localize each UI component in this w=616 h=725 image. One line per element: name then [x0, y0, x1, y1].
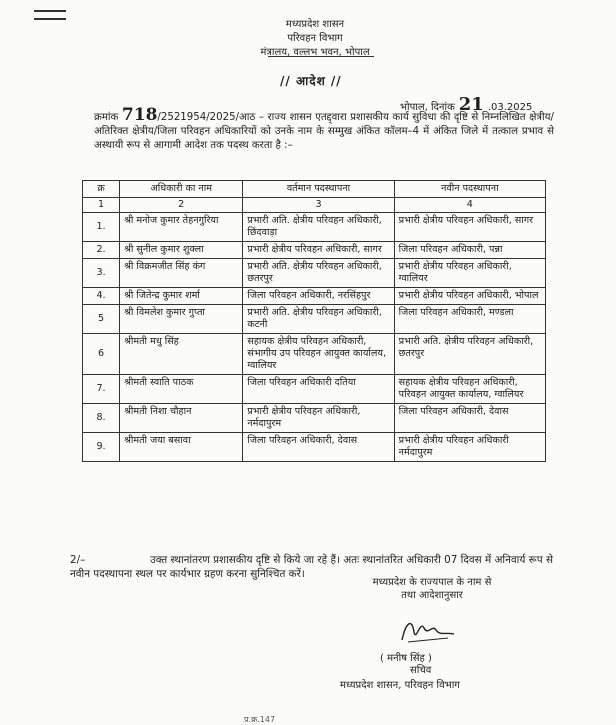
col-number: 3 [243, 198, 394, 213]
col-header-new: नवीन पदस्थापना [394, 181, 545, 198]
table-row [83, 242, 546, 259]
footer-index: 2/– [70, 554, 86, 566]
row-new: जिला परिवहन अधिकारी, मण्डला [394, 305, 545, 334]
row-new: जिला परिवहन अधिकारी, पन्ना [394, 242, 545, 259]
signer-designation: सचिव [410, 665, 432, 676]
row-current: जिला परिवहन अधिकारी, नरसिंहपुर [243, 288, 394, 305]
row-sn: 9. [83, 433, 120, 462]
order-ref: /2521954/2025/आठ [157, 112, 256, 123]
order-body: – राज्य शासन एतद्द्वारा प्रशासकीय कार्य सुविधा की दृष्टि से निम्नलिखित क्षेत्रीय/अतिरिक्त क्षेत्रीय/जिला परिवहन अधिकारियों को उनके नाम के सम्मुख अंकित कॉलम–4 में अंकित जिले में तत्काल प्रभाव से अस्थायी रूप से आगामी आदेश तक पदस्थ करता है :– [94, 112, 554, 151]
date-day: 21 [458, 94, 484, 115]
row-sn: 3. [83, 259, 120, 288]
transfer-table [82, 180, 546, 462]
table-row [83, 334, 546, 375]
row-name: श्रीमती निशा चौहान [120, 404, 243, 433]
authority-line2: तथा आदेशानुसार [401, 590, 463, 601]
place-date-prefix: भोपाल, दिनांक [400, 102, 455, 113]
order-handwritten-no: 718 [121, 105, 158, 125]
row-new: जिला परिवहन अधिकारी, देवास [394, 404, 545, 433]
order-title: // आदेश // [280, 74, 342, 88]
row-current: जिला परिवहन अधिकारी, देवास [243, 433, 394, 462]
row-sn: 4. [83, 288, 120, 305]
row-new: प्रभारी क्षेत्रीय परिवहन अधिकारी, भोपाल [394, 288, 545, 305]
authority-line1: मध्यप्रदेश के राज्यपाल के नाम से [372, 577, 492, 588]
row-name: श्रीमती मधु सिंह [120, 334, 243, 375]
table-row [83, 404, 546, 433]
row-name: श्रीमती जया बसावा [120, 433, 243, 462]
row-current: सहायक क्षेत्रीय परिवहन अधिकारी, संभागीय उप परिवहन आयुक्त कार्यालय, ग्वालियर [243, 334, 394, 375]
row-name: श्री सुनील कुमार शुक्ला [120, 242, 243, 259]
table-row [83, 305, 546, 334]
header-government: मध्यप्रदेश शासन [285, 19, 345, 30]
table-row [83, 288, 546, 305]
col-header-name: अधिकारी का नाम [120, 181, 243, 198]
row-new: प्रभारी क्षेत्रीय परिवहन अधिकारी नर्मदापुरम [394, 433, 545, 462]
row-current: प्रभारी अति. क्षेत्रीय परिवहन अधिकारी, छिंदवाड़ा [243, 213, 394, 242]
top-mark [34, 10, 66, 20]
row-sn: 1. [83, 213, 120, 242]
col-number: 1 [83, 198, 120, 213]
row-name: श्री जितेन्द्र कुमार शर्मा [120, 288, 243, 305]
row-name: श्रीमती स्वाति पाठक [120, 375, 243, 404]
row-current: जिला परिवहन अधिकारी दतिया [243, 375, 394, 404]
row-sn: 7. [83, 375, 120, 404]
table-header-row [83, 181, 546, 198]
table-row [83, 433, 546, 462]
authority-block [342, 576, 522, 602]
col-number: 2 [120, 198, 243, 213]
col-header-sn: क्र [83, 181, 120, 198]
table-number-row [83, 198, 546, 213]
header-address: मंत्रालय, वल्लभ भवन, भोपाल [260, 47, 370, 58]
row-name: श्री विक्रमजीत सिंह कंग [120, 259, 243, 288]
signer-name: ( मनीष सिंह ) [380, 653, 432, 664]
col-number: 4 [394, 198, 545, 213]
table-row [83, 213, 546, 242]
date-rest: .03.2025 [487, 102, 533, 113]
table-row [83, 259, 546, 288]
row-current: प्रभारी अति. क्षेत्रीय परिवहन अधिकारी, छतरपुर [243, 259, 394, 288]
row-name: श्री विमलेश कुमार गुप्ता [120, 305, 243, 334]
row-new: प्रभारी क्षेत्रीय परिवहन अधिकारी, सागर [394, 213, 545, 242]
row-sn: 5 [83, 305, 120, 334]
row-current: प्रभारी क्षेत्रीय परिवहन अधिकारी, नर्मदापुरम [243, 404, 394, 433]
table-row [83, 375, 546, 404]
col-header-current: वर्तमान पदस्थापना [243, 181, 394, 198]
row-sn: 8. [83, 404, 120, 433]
row-current: प्रभारी अति. क्षेत्रीय परिवहन अधिकारी, कटनी [243, 305, 394, 334]
row-new: प्रभारी अति. क्षेत्रीय परिवहन अधिकारी, छतरपुर [394, 334, 545, 375]
header-department: परिवहन विभाग [287, 33, 343, 44]
row-current: प्रभारी क्षेत्रीय परिवहन अधिकारी, सागर [243, 242, 394, 259]
row-new: प्रभारी क्षेत्रीय परिवहन अधिकारी, ग्वालियर [394, 259, 545, 288]
header-underline [268, 56, 374, 57]
row-sn: 6 [83, 334, 120, 375]
signer-department: मध्यप्रदेश शासन, परिवहन विभाग [340, 680, 460, 691]
order-no-prefix: क्रमांक [94, 112, 119, 123]
bottom-note: प्र.क्र.147 [244, 715, 276, 724]
footer-text: उक्त स्थानांतरण प्रशासकीय दृष्टि से किये जा रहे हैं। अतः स्थानांतरित अधिकारी 07 दिवस में अनिवार्य रूप से नवीन पदस्थापना स्थल पर कार्यभार ग्रहण करना सुनिश्चित करें। [70, 554, 553, 580]
row-name: श्री मनोज कुमार तेहनगुरिया [120, 213, 243, 242]
row-new: सहायक क्षेत्रीय परिवहन अधिकारी, परिवहन आयुक्त कार्यालय, ग्वालियर [394, 375, 545, 404]
row-sn: 2. [83, 242, 120, 259]
handwritten-signature [398, 612, 458, 648]
